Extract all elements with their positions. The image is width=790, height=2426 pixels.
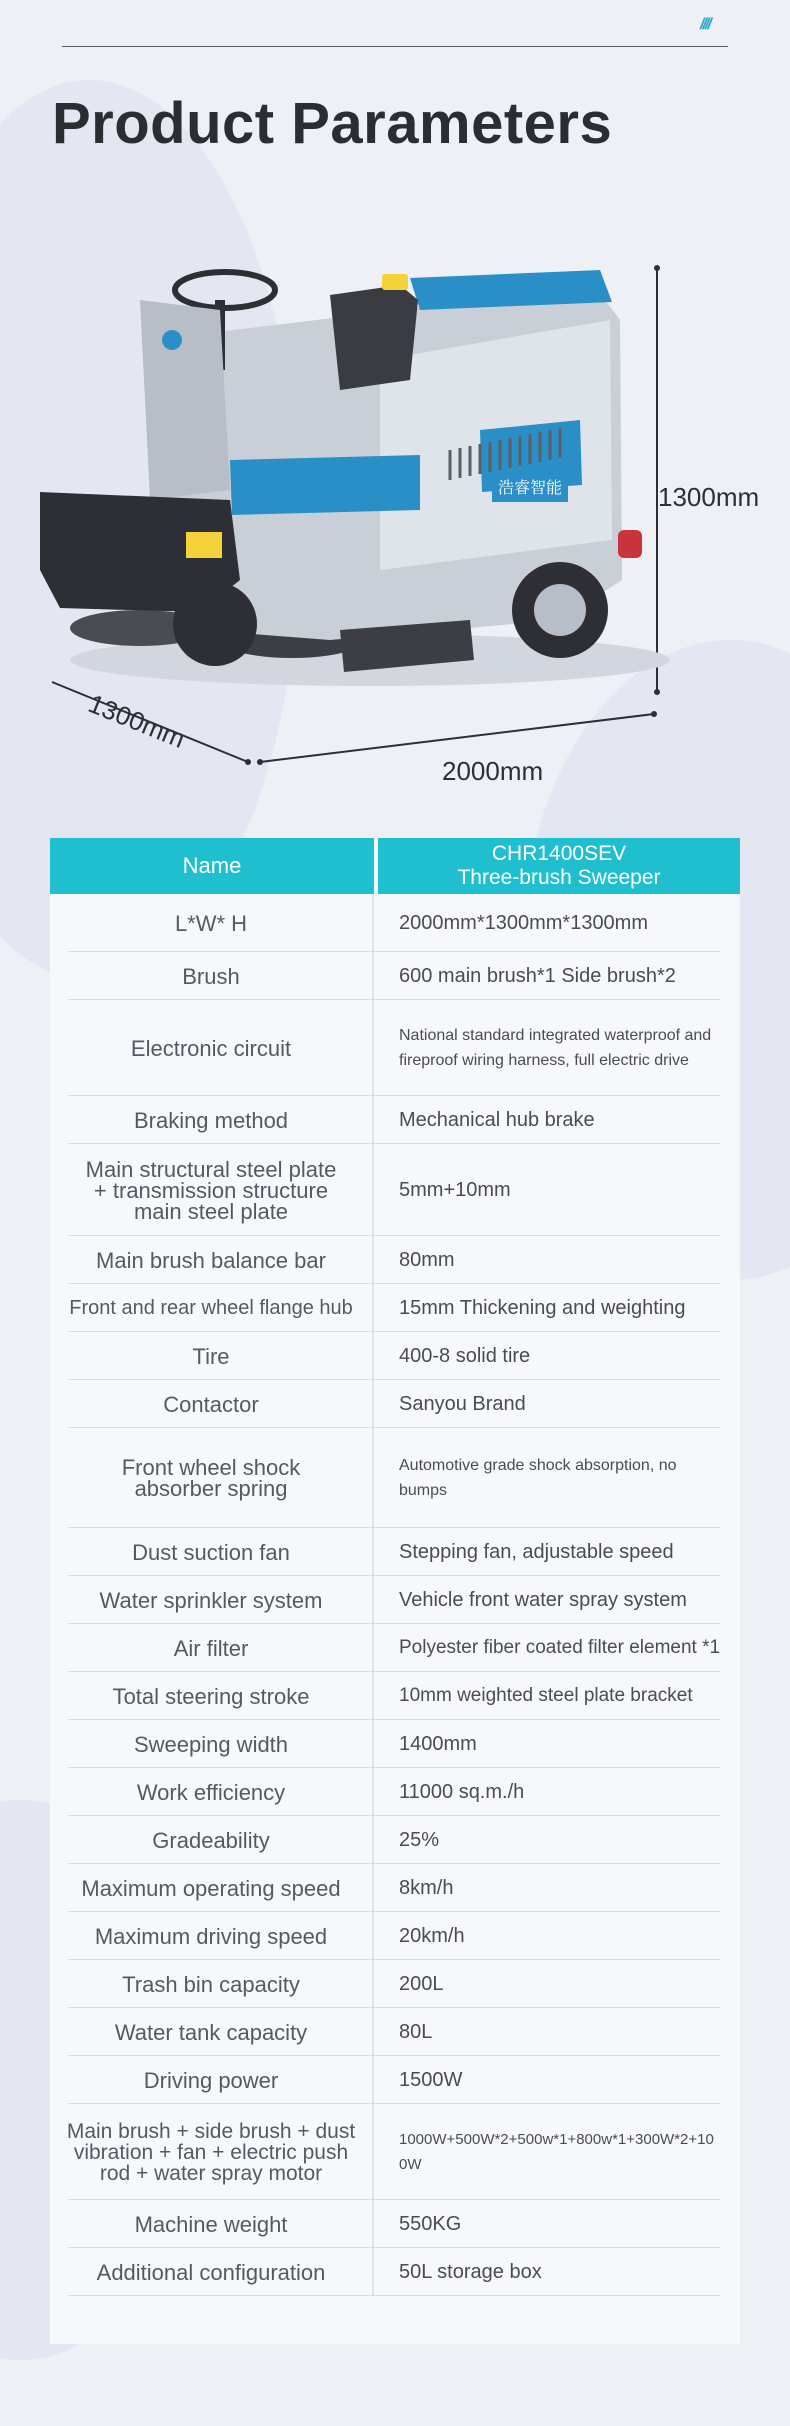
table-row — [50, 1864, 740, 1912]
table-header — [50, 838, 740, 894]
row-label: Driving power — [50, 2056, 374, 2104]
row-label: L*W* H — [50, 894, 374, 952]
table-row — [50, 1816, 740, 1864]
table-row — [50, 1912, 740, 1960]
row-value: 550KG — [399, 2212, 462, 2235]
table-row — [50, 1236, 740, 1284]
table-row — [50, 1332, 740, 1380]
row-label: Air filter — [50, 1624, 374, 1672]
table-row — [50, 1768, 740, 1816]
row-label: Contactor — [50, 1380, 374, 1428]
row-label: Machine weight — [50, 2200, 374, 2248]
row-label: Braking method — [50, 1096, 374, 1144]
row-value: Vehicle front water spray system — [399, 1588, 687, 1611]
row-value: 1000W+500W*2+500w*1+800w*1+300W*2+100W — [399, 2131, 714, 2173]
row-label: Water tank capacity — [50, 2008, 374, 2056]
row-value: 80mm — [399, 1248, 455, 1271]
length-dimension-label: 2000mm — [442, 756, 544, 786]
width-dimension-label: 1300mm — [84, 688, 190, 754]
table-row — [50, 1380, 740, 1428]
row-value: 1500W — [399, 2068, 463, 2091]
row-label: Gradeability — [50, 1816, 374, 1864]
row-value: 15mm Thickening and weighting — [399, 1296, 686, 1319]
name-column-header: Name — [50, 838, 374, 894]
table-row — [50, 1720, 740, 1768]
row-value: 10mm weighted steel plate bracket — [399, 1685, 693, 1706]
row-label: Additional configuration — [50, 2248, 374, 2296]
row-value: 400-8 solid tire — [399, 1344, 531, 1367]
row-value: 11000 sq.m./h — [399, 1780, 525, 1803]
table-row — [50, 1284, 740, 1332]
row-label: Main structural steel plate + transmission structure main steel plate — [50, 1144, 374, 1236]
row-label: Work efficiency — [50, 1768, 374, 1816]
row-value: 1400mm — [399, 1732, 477, 1755]
table-row — [50, 894, 740, 952]
table-row — [50, 2056, 740, 2104]
height-dimension-label: 1300mm — [658, 482, 760, 512]
table-row — [50, 1000, 740, 1096]
row-value: 50L storage box — [399, 2260, 542, 2283]
row-label: Sweeping width — [50, 1720, 374, 1768]
row-label: Main brush balance bar — [50, 1236, 374, 1284]
row-value: Mechanical hub brake — [399, 1108, 595, 1131]
row-value: 80L — [399, 2020, 433, 2043]
table-row — [50, 1624, 740, 1672]
table-row — [50, 1960, 740, 2008]
table-row — [50, 1144, 740, 1236]
row-label: Front wheel shock absorber spring — [50, 1428, 374, 1528]
row-value: 8km/h — [399, 1876, 454, 1899]
row-label: Brush — [50, 952, 374, 1000]
row-value: 200L — [399, 1972, 444, 1995]
table-row — [50, 952, 740, 1000]
table-row — [50, 2104, 740, 2200]
table-row — [50, 2248, 740, 2296]
row-value: Automotive grade shock absorption, no bumps — [399, 1457, 677, 1499]
row-label: Maximum operating speed — [50, 1864, 374, 1912]
row-value: 600 main brush*1 Side brush*2 — [399, 964, 676, 987]
row-value: Sanyou Brand — [399, 1392, 526, 1415]
row-label: Electronic circuit — [50, 1000, 374, 1096]
slash-marks-icon: //// — [700, 16, 710, 33]
table-row — [50, 1576, 740, 1624]
row-value: 2000mm*1300mm*1300mm — [399, 911, 649, 934]
row-value: 5mm+10mm — [399, 1178, 511, 1201]
model-description: Three-brush Sweeper — [457, 866, 661, 889]
row-value: 25% — [399, 1828, 440, 1851]
table-row — [50, 2008, 740, 2056]
machine-badge: 浩睿智能 — [497, 478, 563, 497]
parameter-table — [50, 838, 740, 2344]
table-row — [50, 2200, 740, 2248]
row-value: National standard integrated waterproof and fireproof wiring harness, full electric drive — [399, 1027, 712, 1069]
length-dimension-line — [260, 714, 654, 762]
row-label: Main brush + side brush + dust vibration + fan + electric push rod + water spray motor — [50, 2104, 374, 2200]
model-number: CHR1400SEV — [491, 842, 627, 865]
row-label: Maximum driving speed — [50, 1912, 374, 1960]
table-row — [50, 1528, 740, 1576]
row-label: Tire — [50, 1332, 374, 1380]
row-label: Trash bin capacity — [50, 1960, 374, 2008]
row-label: Water sprinkler system — [50, 1576, 374, 1624]
row-value: Polyester fiber coated filter element *1 — [399, 1637, 721, 1658]
table-row — [50, 1428, 740, 1528]
row-label: Total steering stroke — [50, 1672, 374, 1720]
row-label: Front and rear wheel flange hub — [50, 1284, 374, 1332]
table-row — [50, 1096, 740, 1144]
top-divider — [62, 46, 728, 47]
product-illustration — [0, 240, 790, 800]
row-value: Stepping fan, adjustable speed — [399, 1540, 674, 1563]
row-label: Dust suction fan — [50, 1528, 374, 1576]
table-body — [50, 894, 740, 2296]
row-value: 20km/h — [399, 1924, 465, 1947]
page-title: Product Parameters — [52, 91, 613, 156]
table-row — [50, 1672, 740, 1720]
model-column-header — [378, 838, 740, 894]
